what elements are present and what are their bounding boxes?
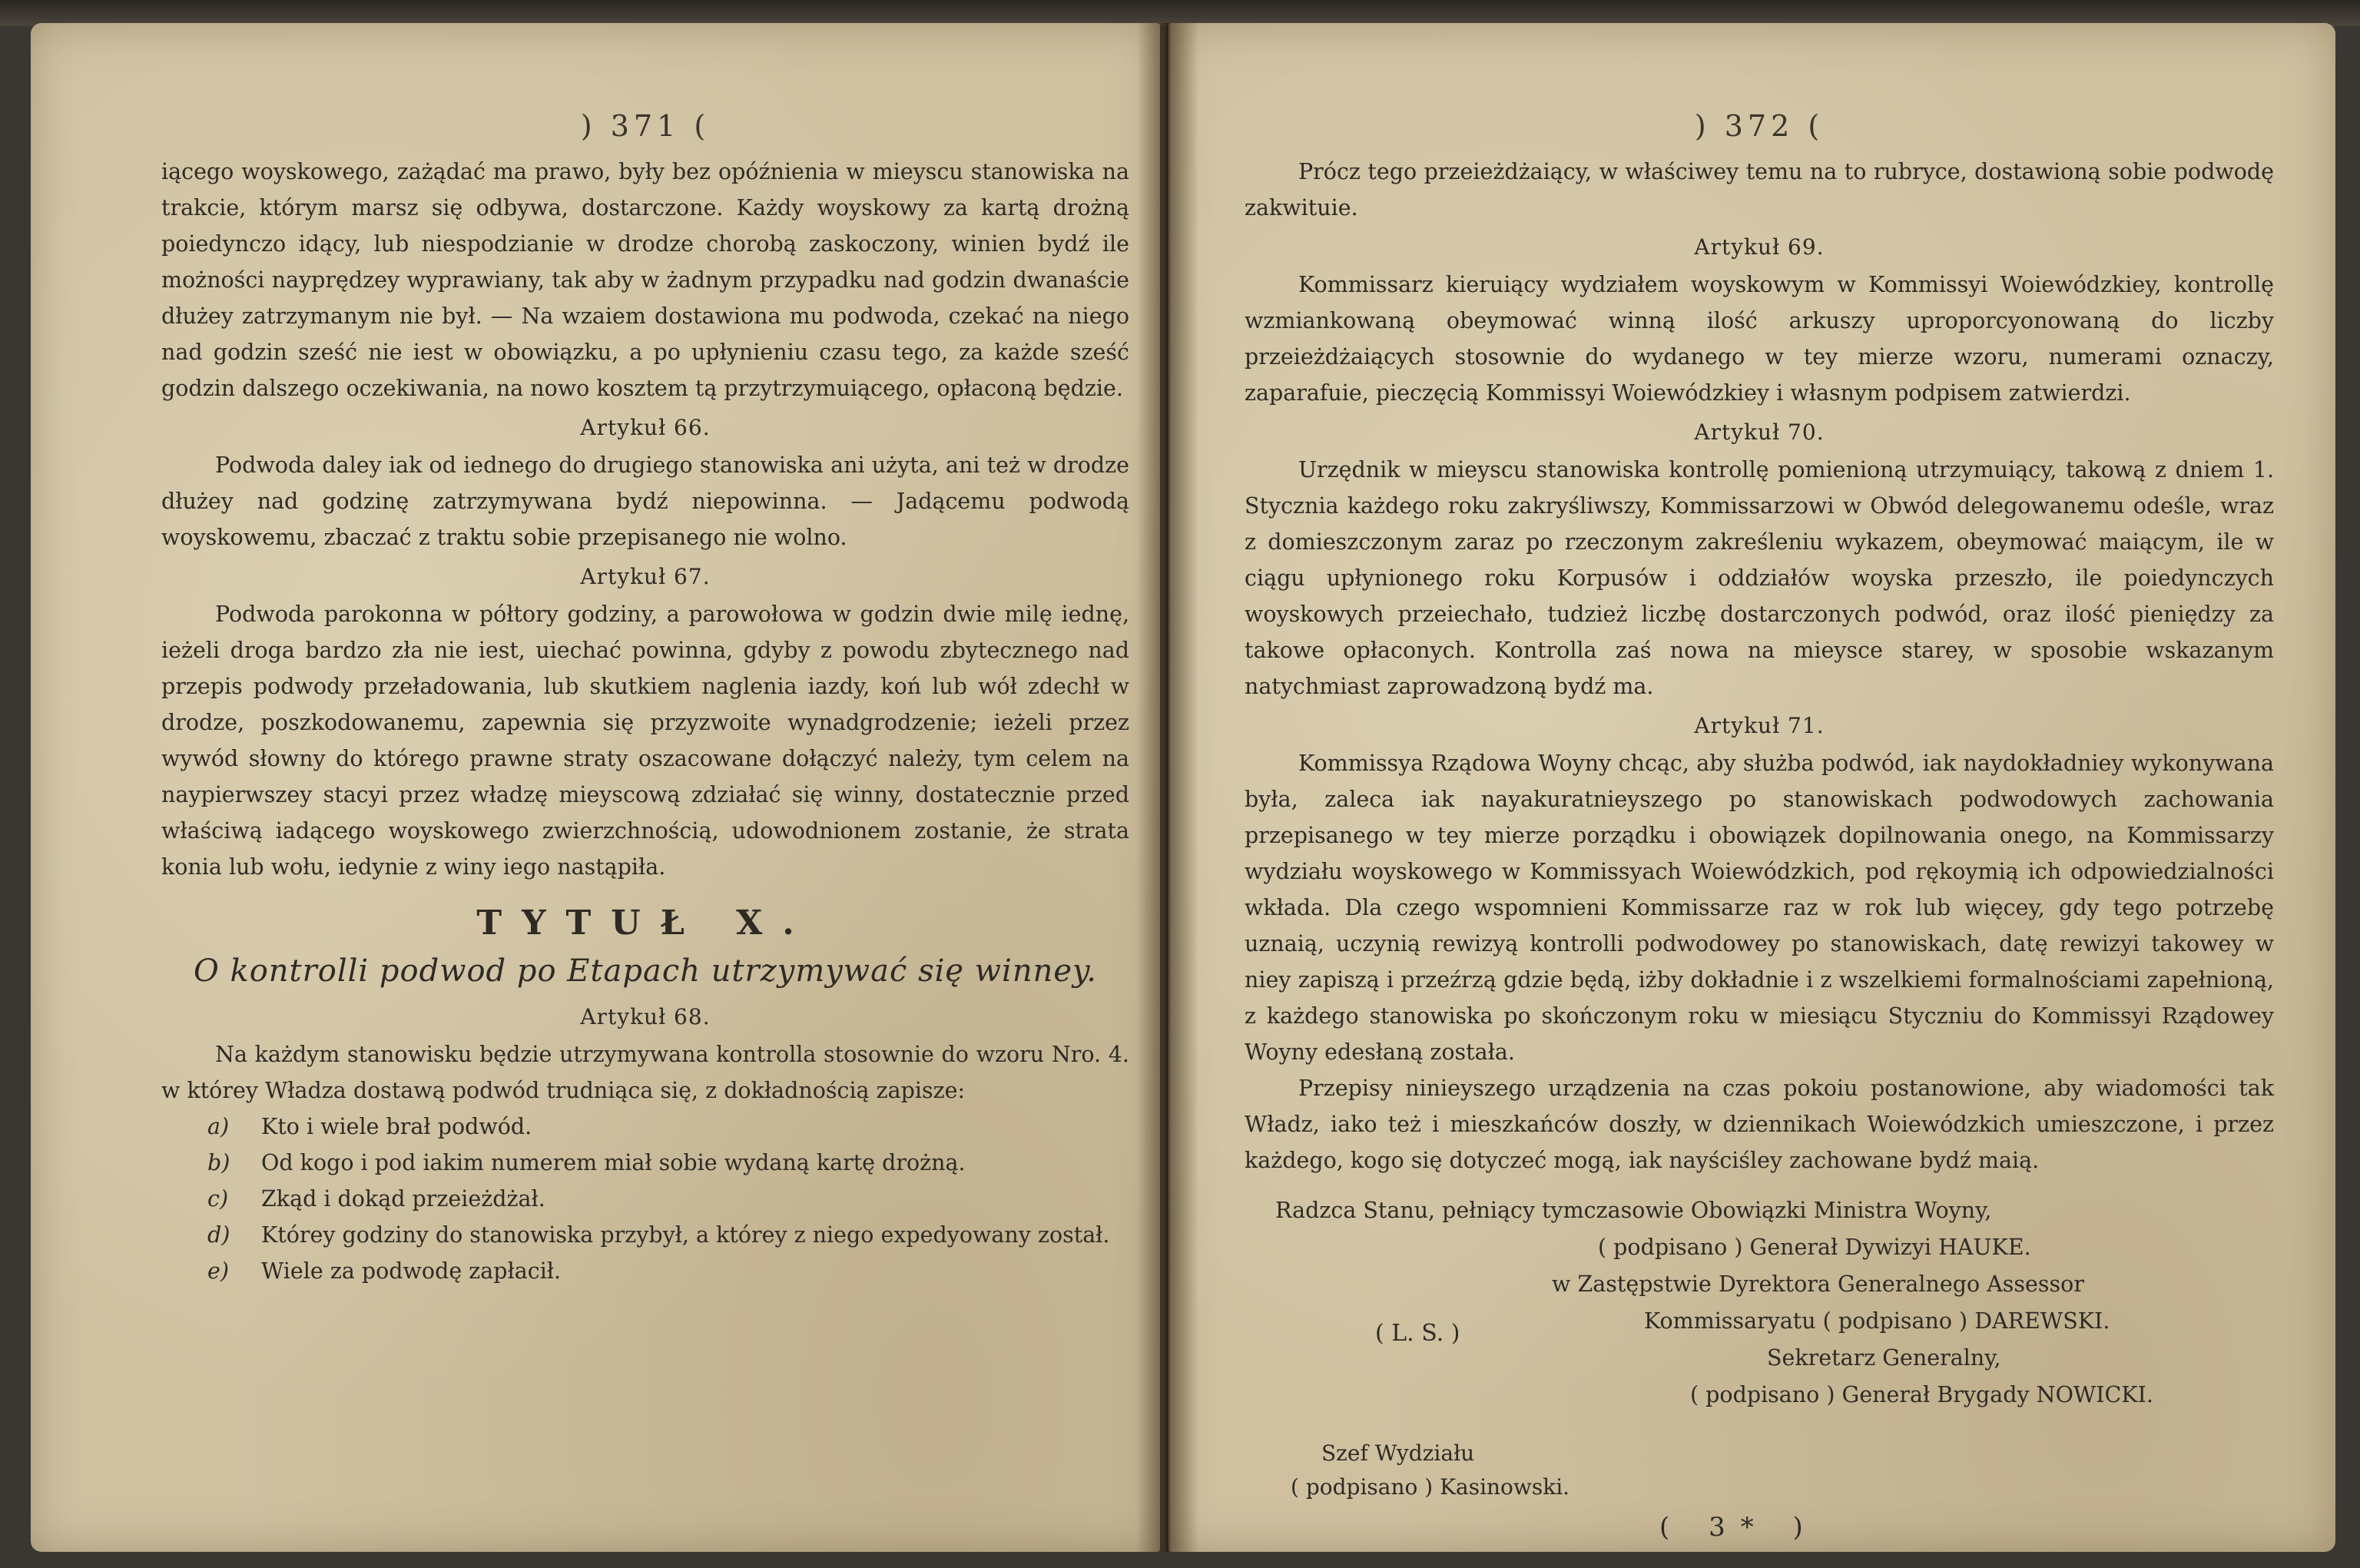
closing-paragraph: Przepisy ninieyszego urządzenia na czas pokoiu postanowione, aby wiadomości tak Władz, iako też i mieszkańców doszły, w dziennikach Woiewódzkich umieszczone, i przez każdego, kogo się dotyczeć mogą, iak nayściśley zachowane bydź maią. [1245, 1076, 2274, 1173]
scan-edge [0, 0, 2360, 26]
signature-line: Kommissaryatu ( podpisano ) DAREWSKI. [1644, 1308, 2110, 1334]
list-item [207, 1109, 1129, 1145]
article-66-text: Podwoda daley iak od iednego do drugiego stanowiska ani użyta, ani też w drodze dłużey nad godzinę zatrzymywana bydź niepowinna. — Jadącemu podwodą woyskowemu, zbaczać z traktu sobie przepisanego nie wolno. [161, 452, 1129, 550]
left-page-text [161, 23, 1129, 1289]
article-67-text: Podwoda parokonna w półtory godziny, a parowołowa w godzin dwie milę iednę, ieżeli droga bardzo zła nie iest, uiechać powinna, gdyby z powodu zbytecznego nad przepis podwody przeładowania, lub skutkiem naglenia iazdy, koń lub wół zdechł w drodze, poszkodowanemu, zapewnia się przyzwoite wynadgrodzenie; ieżeli przez wywód słowny do którego prawne straty oszacowane dołączyć należy, tym celem na naypierwszey stacyi przez władzę mieyscową zdziałać się winny, dostatecznie przed właściwą iadącego woyskowego zwierzchnością, udowodnionem zostanie, że strata konia lub wołu, iedynie z winy iego nastąpiła. [161, 602, 1129, 880]
book-gutter [1137, 23, 1198, 1552]
article-70-text: Urzędnik w mieyscu stanowiska kontrollę pomienioną utrzymuiący, takową z dniem 1. Stycznia każdego roku zakryśliwszy, Kommissarzowi w Obwód delegowanemu odeśle, wraz z domieszczonym zaraz po rzeczonym zakreśleniu wykazem, obeymować maiącym, ile w ciągu upłynionego roku Korpusów i oddziałów woyska przeszło, ile poiedynczych woyskowych przeiechało, tudzież liczbę dostarczonych podwód, oraz ilość pieniędzy za takowe opłaconych. Kontrolla zaś nowa na mieysce starey, w sposobie wskazanym natychmiast zaprowadzoną bydź ma. [1245, 457, 2274, 699]
continuation-paragraph: iącego woyskowego, zażądać ma prawo, były bez opóźnienia w mieyscu stanowiska na trakcie, którym marsz się odbywa, dostarczone. Każdy woyskowy za kartą drożną poiedynczo idący, lub niespodzianie w drodze chorobą zaskoczony, winien bydź ile możności nayprędzey wyprawiany, tak aby w żadnym przypadku nad godzin dwanaście dłużey zatrzymanym nie był. — Na wzaiem dostawiona mu podwoda, czekać na niego nad godzin sześć nie iest w obowiązku, a po upłynieniu czasu tego, za każde sześć godzin dalszego oczekiwania, na nowo kosztem tą przytrzymuiącego, opłaconą będzie. [161, 159, 1129, 401]
intro-paragraph: Prócz tego przeieżdżaiący, w właściwey temu na to rubryce, dostawioną sobie podwodę zakwituie. [1245, 159, 2274, 220]
article-67-heading: Artykuł 67. [580, 564, 711, 589]
article-71-heading: Artykuł 71. [1694, 713, 1825, 738]
list-item [207, 1145, 1129, 1181]
list-item-text: Kto i wiele brał podwód. [261, 1114, 532, 1139]
list-marker: a) [207, 1114, 230, 1139]
department-head-signature: ( podpisano ) Kasinowski. [1291, 1474, 1570, 1500]
list-marker: c) [207, 1186, 229, 1212]
open-book [31, 23, 2335, 1552]
article-68-text: Na każdym stanowisku będzie utrzymywana kontrolla stosownie do wzoru Nro. 4. w którey Władza dostawą podwód trudniąca się, z dokładnością zapisze: [161, 1042, 1129, 1103]
article-71-text: Kommissya Rządowa Woyny chcąc, aby służba podwód, iak naydokładniey wykonywana była, zaleca iak nayakuratnieyszego po stanowiskach podwodowych zachowania przepisanego w tey mierze porządku i obowiązek dopilnowania onego, na Kommissarzy wydziału woyskowego w Kommissyach Woiewódzkich, pod rękoymią ich odpowiedzialności wkłada. Dla czego wspomnieni Kommissarze raz w rok lub więcey, gdy tego potrzebę uznaią, uczynią rewizyą kontrolli podwodowey po stanowiskach, datę rewizyi takowey w niey zapiszą i przeźrzą gdzie będą, iżby dokładnie i z wszelkiemi formalnościami zapełnioną, z każdego stanowiska po skończonym roku w miesiącu Styczniu do Kommissyi Rządowey Woyny edesłaną została. [1245, 751, 2274, 1065]
signature-block [1245, 1192, 2274, 1414]
list-item-text: Którey godziny do stanowiska przybył, a którey z niego expedyowany został. [261, 1222, 1110, 1248]
right-page [1168, 23, 2335, 1552]
list-marker: d) [207, 1222, 230, 1248]
list-marker: e) [207, 1258, 229, 1284]
page-number-left: ) 371 ( [580, 109, 711, 143]
article-69-text: Kommissarz kieruiący wydziałem woyskowym w Kommissyi Woiewódzkiey, kontrollę wzmiankowaną obeymować winną ilość arkuszy uproporcyonowaną do liczby przeieżdżaiących stosownie do wydanego w tey mierze wzoru, numerami oznaczy, zaparafuie, pieczęcią Kommissyi Woiewódzkiey i własnym podpisem zatwierdzi. [1245, 272, 2274, 406]
right-page-text [1245, 23, 2274, 1543]
signature-line: Radzca Stanu, pełniący tymczasowie Obowiązki Ministra Woyny, [1275, 1198, 1992, 1223]
section-subtitle: O kontrolli podwod po Etapach utrzymywać się winney. [193, 953, 1098, 989]
list-item [207, 1217, 1129, 1253]
article-70-heading: Artykuł 70. [1694, 419, 1825, 445]
list-item-text: Od kogo i pod iakim numerem miał sobie wydaną kartę drożną. [261, 1150, 966, 1175]
list-item-text: Zkąd i dokąd przeieżdżał. [261, 1186, 545, 1212]
signature-line: Sekretarz Generalny, [1767, 1345, 2001, 1371]
page-number-right: ) 372 ( [1694, 109, 1825, 143]
list-marker: b) [207, 1150, 230, 1175]
left-page [31, 23, 1160, 1552]
article-68-heading: Artykuł 68. [580, 1004, 711, 1029]
record-list [207, 1109, 1129, 1289]
signature-line: ( podpisano ) Generał Dywizyi HAUKE. [1598, 1235, 2031, 1260]
list-item-text: Wiele za podwodę zapłacił. [261, 1258, 562, 1284]
signature-line: w Zastępstwie Dyrektora Generalnego Assessor [1552, 1271, 2084, 1297]
article-69-heading: Artykuł 69. [1694, 234, 1825, 260]
gathering-signature-mark: ( 3* ) [1659, 1512, 1818, 1543]
section-title: TYTUŁ X. [476, 903, 814, 943]
list-item [207, 1181, 1129, 1217]
department-head-title: Szef Wydziału [1321, 1440, 1475, 1466]
department-head [1245, 1437, 2274, 1504]
list-item [207, 1253, 1129, 1289]
signature-line: ( podpisano ) Generał Brygady NOWICKI. [1690, 1382, 2153, 1407]
article-66-heading: Artykuł 66. [580, 415, 711, 440]
seal-mark: ( L. S. ) [1375, 1320, 1460, 1347]
